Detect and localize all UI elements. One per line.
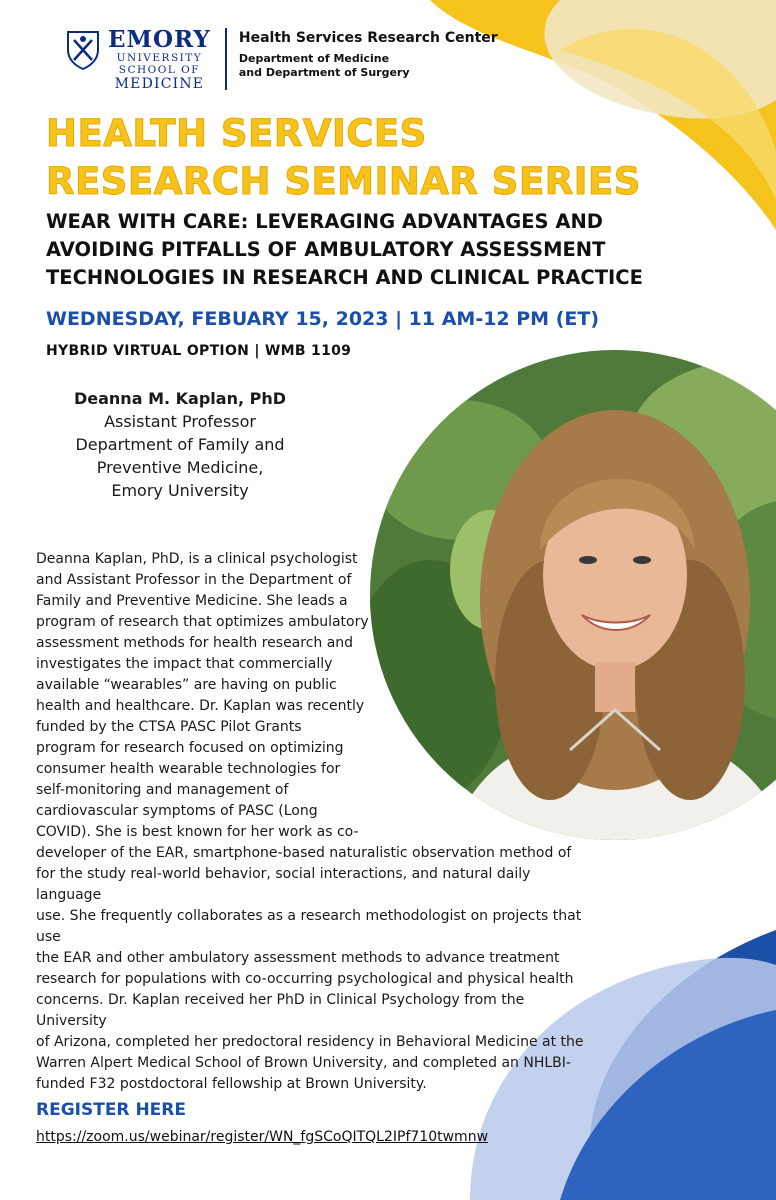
speaker-info (40, 388, 320, 502)
bio-line: COVID). She is best known for her work as co- (36, 824, 359, 840)
emory-shield-icon (66, 30, 100, 70)
department-line-2: and Department of Surgery (238, 66, 410, 79)
bio-line: funded by the CTSA PASC Pilot Grants (36, 719, 302, 735)
header-divider (225, 28, 227, 90)
register-heading: REGISTER HERE (36, 1100, 186, 1120)
university-name: EMORY (108, 26, 211, 53)
series-title-line-2: RESEARCH SEMINAR SERIES (46, 160, 641, 203)
school-name: MEDICINE (114, 76, 205, 92)
bio-line: health and healthcare. Dr. Kaplan was recently (36, 698, 365, 714)
register-link[interactable]: https://zoom.us/webinar/register/WN_fgSCoQITQL2IPf710twmnw (36, 1129, 489, 1145)
bio-line: program for research focused on optimizing (36, 740, 344, 756)
department-line-1: Department of Medicine (238, 52, 390, 65)
speaker-dept-line-2: Preventive Medicine, (96, 458, 264, 477)
center-name: Health Services Research Center (238, 30, 498, 46)
speaker-bio (36, 549, 591, 1095)
bio-line: Warren Alpert Medical School of Brown University, and completed an NHLBI- (36, 1055, 571, 1071)
bio-line: and Assistant Professor in the Department of (36, 572, 352, 588)
university-wordmark (108, 28, 211, 92)
speaker-institution: Emory University (111, 481, 249, 500)
bio-line: Family and Preventive Medicine. She leads a (36, 593, 348, 609)
header-logo (66, 28, 498, 92)
bio-line: program of research that optimizes ambulatory (36, 614, 369, 630)
bio-line: investigates the impact that commercially (36, 656, 333, 672)
bio-line: research for populations with co-occurring psychological and physical health (36, 971, 574, 987)
bio-line: developer of the EAR, smartphone-based naturalistic observation method of (36, 845, 572, 861)
school-of: SCHOOL OF (118, 64, 201, 76)
bio-narrow-text (36, 549, 372, 843)
bio-line: for the study real-world behavior, social interactions, and natural daily language (36, 866, 531, 903)
talk-title-line-1: WEAR WITH CARE: LEVERAGING ADVANTAGES AND (46, 210, 603, 233)
bio-line: cardiovascular symptoms of PASC (Long (36, 803, 318, 819)
bio-line: assessment methods for health research and (36, 635, 354, 651)
speaker-dept-line-1: Department of Family and (75, 435, 285, 454)
bio-line: the EAR and other ambulatory assessment methods to advance treatment (36, 950, 560, 966)
bio-wide-text (36, 843, 591, 1095)
speaker-name: Deanna M. Kaplan, PhD (73, 389, 286, 408)
bio-line: self-monitoring and management of (36, 782, 289, 798)
university-sub: UNIVERSITY (116, 52, 203, 64)
talk-title (46, 208, 686, 292)
bio-line: concerns. Dr. Kaplan received her PhD in Clinical Psychology from the University (36, 992, 525, 1029)
event-venue: HYBRID VIRTUAL OPTION | WMB 1109 (46, 343, 352, 359)
department-block (239, 28, 498, 80)
series-title (46, 110, 641, 206)
bio-line: Deanna Kaplan, PhD, is a clinical psychologist (36, 551, 358, 567)
bio-line: funded F32 postdoctoral fellowship at Brown University. (36, 1076, 427, 1092)
talk-title-line-2: AVOIDING PITFALLS OF AMBULATORY ASSESSMENT (46, 238, 606, 261)
bio-line: consumer health wearable technologies for (36, 761, 341, 777)
series-title-line-1: HEALTH SERVICES (46, 112, 427, 155)
speaker-title: Assistant Professor (104, 412, 256, 431)
bio-line: use. She frequently collaborates as a research methodologist on projects that use (36, 908, 582, 945)
bio-line: available “wearables” are having on public (36, 677, 337, 693)
bio-line: of Arizona, completed her predoctoral residency in Behavioral Medicine at the (36, 1034, 584, 1050)
event-date: WEDNESDAY, FEBUARY 15, 2023 | 11 AM-12 PM (ET) (46, 308, 600, 330)
talk-title-line-3: TECHNOLOGIES IN RESEARCH AND CLINICAL PRACTICE (46, 266, 643, 289)
